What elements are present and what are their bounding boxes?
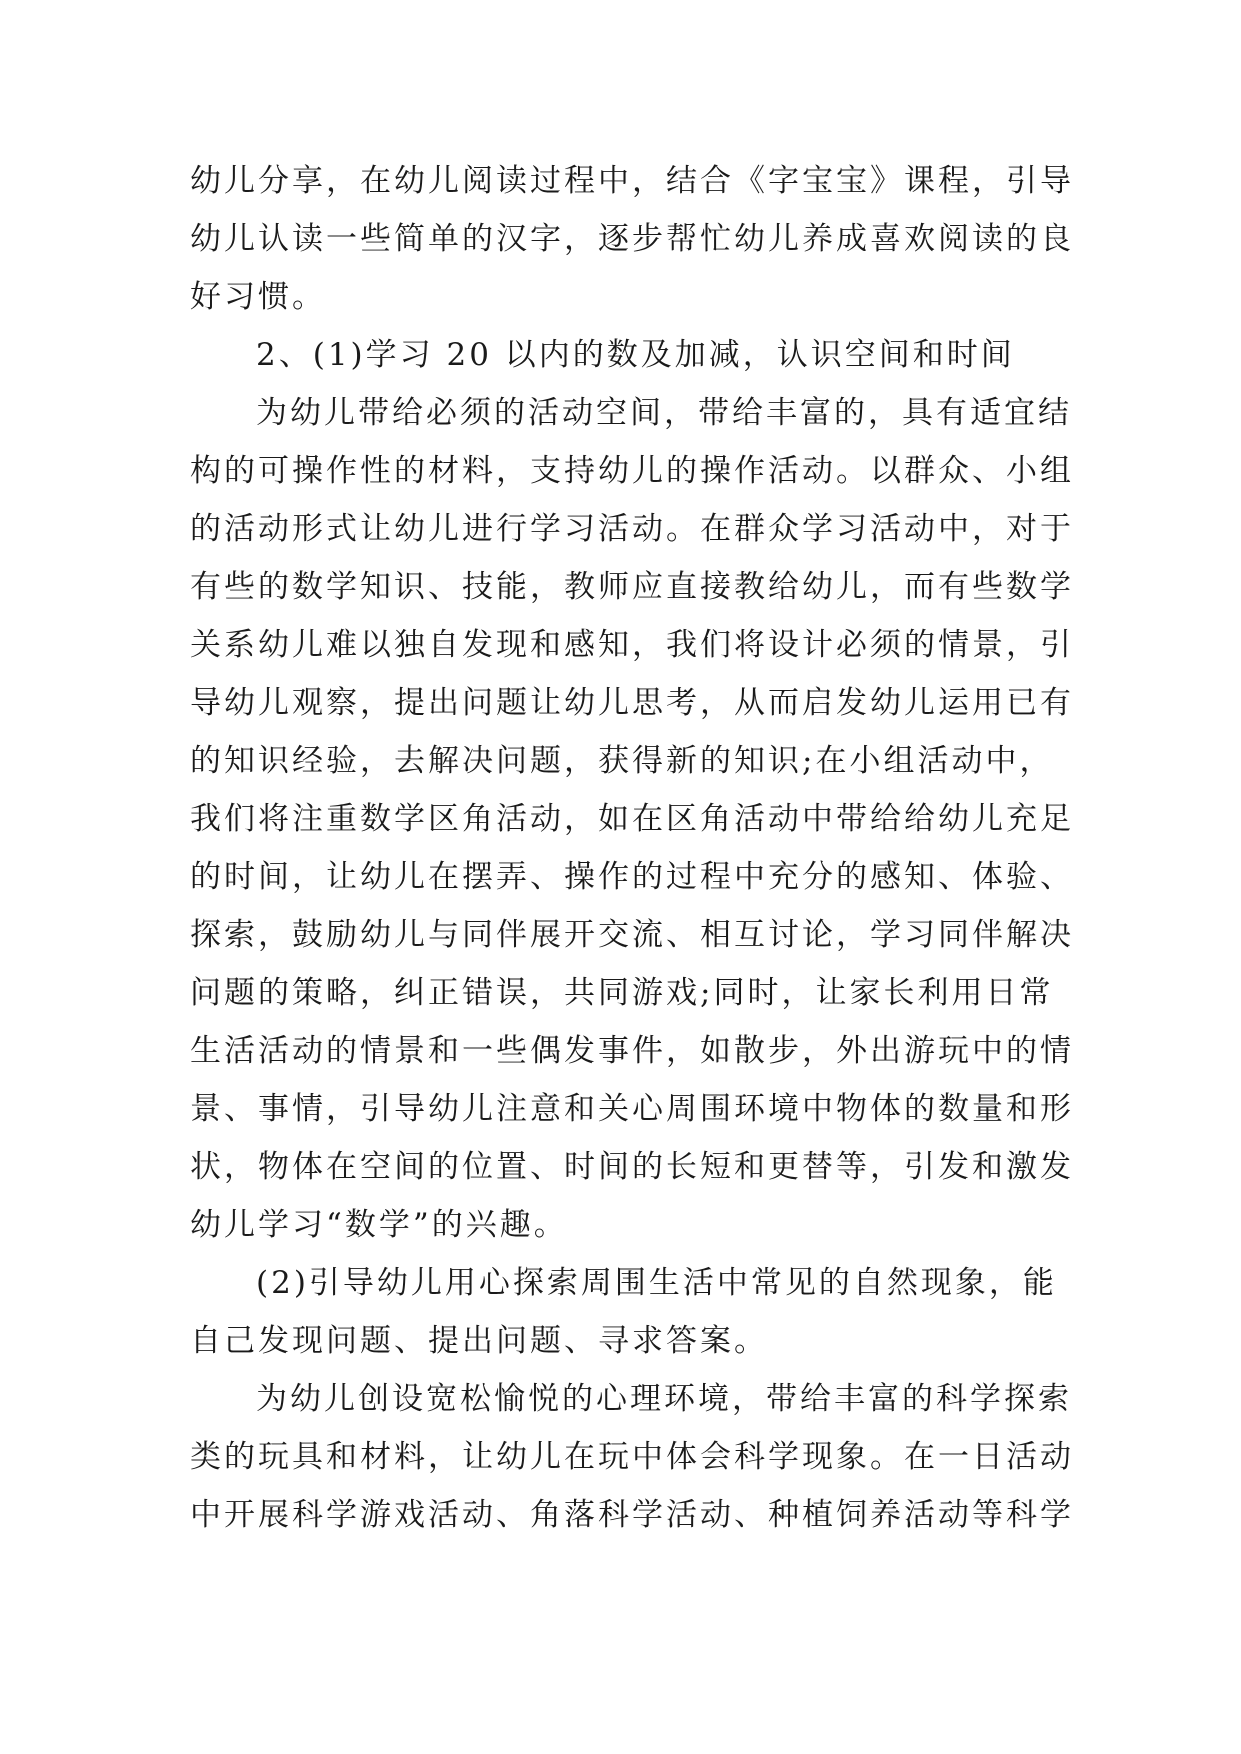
text-line: 幼儿学习“数学”的兴趣。: [190, 1207, 568, 1243]
section-heading: 2、(1)学习 20 以内的数及加减，认识空间和时间: [256, 337, 1015, 373]
text-line: 幼儿认读一些简单的汉字，逐步帮忙幼儿养成喜欢阅读的良: [190, 221, 1074, 257]
text-line: 类的玩具和材料，让幼儿在玩中体会科学现象。在一日活动: [190, 1439, 1074, 1475]
text-line: 为幼儿创设宽松愉悦的心理环境，带给丰富的科学探索: [256, 1381, 1072, 1417]
text-line: 幼儿分享，在幼儿阅读过程中，结合《字宝宝》课程，引导: [190, 163, 1074, 199]
text-line: 关系幼儿难以独自发现和感知，我们将设计必须的情景，引: [190, 627, 1074, 663]
text-line: 状，物体在空间的位置、时间的长短和更替等，引发和激发: [190, 1149, 1074, 1185]
text-line: 探索，鼓励幼儿与同伴展开交流、相互讨论，学习同伴解决: [190, 917, 1074, 953]
text-line: 问题的策略，纠正错误，共同游戏;同时，让家长利用日常: [190, 975, 1054, 1011]
text-line: 的活动形式让幼儿进行学习活动。在群众学习活动中，对于: [190, 511, 1074, 547]
text-line: 自己发现问题、提出问题、寻求答案。: [190, 1323, 768, 1359]
text-line: 构的可操作性的材料，支持幼儿的操作活动。以群众、小组: [190, 453, 1074, 489]
document-body: [190, 152, 1074, 1544]
text-line: 的时间，让幼儿在摆弄、操作的过程中充分的感知、体验、: [190, 859, 1074, 895]
text-line: 为幼儿带给必须的活动空间，带给丰富的，具有适宜结: [256, 395, 1072, 431]
text-line: 好习惯。: [190, 279, 326, 315]
text-line: 导幼儿观察，提出问题让幼儿思考，从而启发幼儿运用已有: [190, 685, 1074, 721]
text-line: 景、事情，引导幼儿注意和关心周围环境中物体的数量和形: [190, 1091, 1074, 1127]
text-line: 的知识经验，去解决问题，获得新的知识;在小组活动中，: [190, 743, 1054, 779]
text-line: 中开展科学游戏活动、角落科学活动、种植饲养活动等科学: [190, 1497, 1074, 1533]
text-line: 有些的数学知识、技能，教师应直接教给幼儿，而有些数学: [190, 569, 1074, 605]
text-line: 我们将注重数学区角活动，如在区角活动中带给给幼儿充足: [190, 801, 1074, 837]
text-line: (2)引导幼儿用心探索周围生活中常见的自然现象，能: [256, 1265, 1057, 1301]
text-line: 生活活动的情景和一些偶发事件，如散步，外出游玩中的情: [190, 1033, 1074, 1069]
